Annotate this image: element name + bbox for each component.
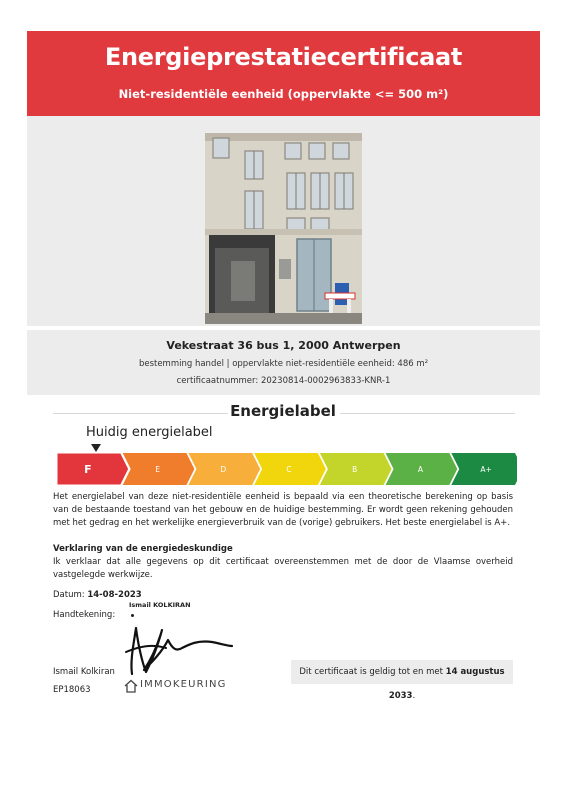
date-label: Datum: — [53, 590, 85, 600]
scale-label-d: D — [220, 465, 227, 474]
building-photo — [205, 133, 362, 324]
date-line — [53, 589, 513, 602]
property-address: Vekestraat 36 bus 1, 2000 Antwerpen — [166, 339, 401, 352]
inspector-name: Ismail Kolkiran — [53, 667, 115, 677]
current-label-caption: Huidig energielabel — [86, 425, 213, 440]
scale-label-f: F — [84, 463, 92, 476]
validity-prefix: Dit certificaat is geldig tot en met — [299, 667, 443, 677]
validity-suffix: . — [412, 691, 416, 701]
scale-label-b: B — [352, 465, 358, 474]
certificate-header — [27, 31, 540, 116]
scale-label-aplus: A+ — [480, 465, 492, 474]
signer-name-small: Ismail KOLKIRAN — [129, 601, 191, 609]
declaration-heading: Verklaring van de energiedeskundige — [53, 544, 233, 554]
energy-scale-svg — [57, 453, 517, 485]
certificate-number: certificaatnummer: 20230814-0002963833-KNR-1 — [176, 376, 391, 386]
immokeuring-logo — [122, 679, 242, 703]
scale-label-c: C — [286, 465, 292, 474]
declaration-text: Ik verklaar dat alle gegevens op dit certificaat overeenstemmen met de door de Vlaamse overheid vastgelegde werkwijze. — [53, 557, 513, 580]
energy-label-scale — [57, 453, 517, 485]
handwritten-signature — [122, 622, 237, 680]
scale-segment-f — [57, 453, 129, 485]
certificate-title: Energieprestatiecertificaat — [104, 43, 463, 71]
property-destination: bestemming handel | oppervlakte niet-residentiële eenheid: 486 m² — [138, 359, 429, 369]
house-icon — [124, 679, 138, 693]
current-label-pointer-icon — [91, 444, 101, 452]
inspector-id: EP18063 — [53, 685, 91, 695]
date-value: 14-08-2023 — [87, 590, 142, 600]
signature-label: Handtekening: — [53, 610, 116, 620]
validity-date: 14 augustus 2033 — [388, 667, 505, 701]
scale-label-e: E — [155, 465, 160, 474]
energy-label-heading: Energielabel — [230, 402, 336, 420]
logo-text: IMMOKEURING — [140, 679, 227, 690]
validity-notice — [291, 660, 513, 701]
certificate-subtitle: Niet-residentiële eenheid (oppervlakte <= 500 m²) — [118, 87, 449, 101]
building-facade-image — [205, 133, 362, 324]
energy-label-description: Het energielabel van deze niet-residentiële eenheid is bepaald via een theoretische berekening op basis van de bestaande toestand van het gebouw en de huidige bestemming. Er wordt geen rekening gehouden met het gedrag en het werkelijke energieverbruik van de (vorige) gebruikers. Het beste energielabel is A+. — [53, 492, 513, 528]
scale-label-a: A — [417, 465, 423, 474]
property-info — [27, 330, 540, 395]
signature-dot — [131, 614, 134, 617]
